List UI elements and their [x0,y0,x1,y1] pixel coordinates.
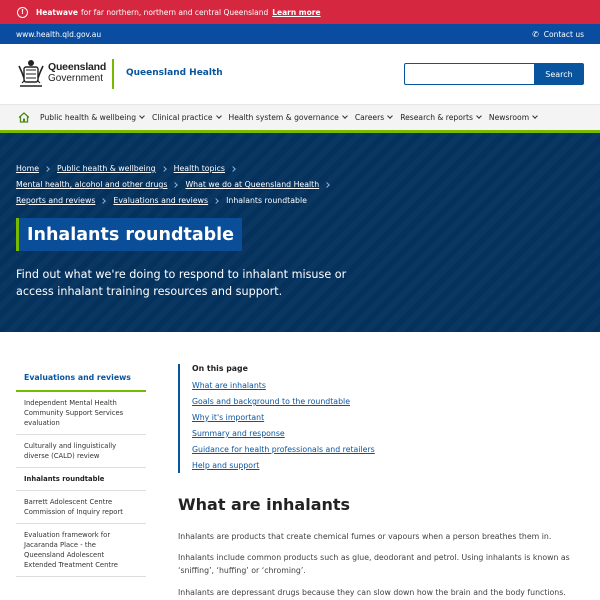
breadcrumb-link[interactable]: What we do at Queensland Health [185,180,320,189]
alert-title: Heatwave [36,7,78,17]
section-heading: What are inhalants [178,495,351,514]
chevron-down-icon [476,113,482,119]
nav-research-reports[interactable] [400,113,481,122]
paragraph: Inhalants include common products such as glue, deodorant and petrol. Using inhalants is known as ‘sniffing’, ‘huffing’ or ‘chroming’. [178,553,570,575]
phone-icon: ✆ [532,29,539,39]
breadcrumb-row [16,161,337,177]
side-nav-item[interactable]: Independent Mental Health Community Support Services evaluation [16,392,146,435]
government-wordmark [48,62,106,84]
breadcrumb-link[interactable]: Health topics [173,164,225,173]
chevron-down-icon [532,113,538,119]
side-nav-item[interactable]: Culturally and linguistically diverse (CALD) review [16,435,146,468]
nav-label: Research & reports [400,113,473,122]
side-navigation [16,363,146,577]
page-title: Inhalants roundtable [27,224,235,245]
chevron-down-icon [387,113,393,119]
chevron-down-icon [342,113,348,119]
breadcrumb-current: Inhalants roundtable [226,196,307,205]
nav-newsroom[interactable] [489,113,537,122]
chevron-down-icon [139,113,145,119]
nav-label: Public health & wellbeing [40,113,137,122]
chevron-right-icon [44,166,50,172]
breadcrumb-row [16,177,337,193]
nav-label: Careers [354,113,385,122]
breadcrumb-row [16,193,337,209]
toc-link[interactable]: Help and support [192,461,260,470]
on-this-page-title: On this page [192,364,248,373]
nav-careers[interactable] [355,113,392,122]
on-this-page [178,364,375,473]
government-line2: Government [48,73,104,84]
breadcrumb-link[interactable]: Reports and reviews [16,196,96,205]
chevron-right-icon [324,182,330,188]
breadcrumb-link[interactable]: Public health & wellbeing [57,164,156,173]
alert-learn-more-link[interactable]: Learn more [272,7,321,17]
paragraph: Inhalants are products that create chemical fumes or vapours when a person breathes them in. [178,532,552,541]
main-nav [0,104,600,130]
chevron-right-icon [101,198,107,204]
domain-link[interactable]: www.health.qld.gov.au [16,29,102,39]
breadcrumb-link[interactable]: Evaluations and reviews [113,196,209,205]
site-name-link[interactable]: Queensland Health [126,68,223,78]
chevron-right-icon [173,182,179,188]
chevron-right-icon [161,166,167,172]
search-button[interactable]: Search [534,63,584,85]
breadcrumb [16,161,337,209]
nav-label: Newsroom [488,113,530,122]
side-nav-item[interactable]: Barrett Adolescent Centre Commission of Inquiry report [16,491,146,524]
toc-link[interactable]: Guidance for health professionals and retailers [192,445,375,454]
contact-us-link[interactable] [532,30,584,39]
home-icon[interactable] [18,112,34,124]
page-intro: Find out what we're doing to respond to inhalant misuse or access inhalant training resources and support. [16,268,347,298]
paragraph: Inhalants are depressant drugs because they can slow down how the brain and the body functions. [178,588,566,597]
chevron-right-icon [213,198,219,204]
toc-link[interactable]: What are inhalants [192,381,266,390]
chevron-down-icon [216,113,222,119]
page-title-box [16,218,242,251]
side-nav-heading[interactable]: Evaluations and reviews [16,363,146,392]
alert-icon: ! [17,7,28,18]
top-bar [0,24,600,44]
toc-link[interactable]: Goals and background to the roundtable [192,397,351,406]
breadcrumb-link[interactable]: Home [16,164,40,173]
side-nav-item-current[interactable]: Inhalants roundtable [16,468,146,491]
alert-text: for far northern, northern and central Queensland [80,7,269,17]
nav-label: Health system & governance [228,113,339,122]
toc-link[interactable]: Why it's important [192,413,265,422]
nav-label: Clinical practice [152,113,213,122]
chevron-right-icon [230,166,236,172]
page-banner [0,133,600,332]
nav-public-health[interactable] [40,113,144,122]
nav-health-system[interactable] [229,113,347,122]
alert-bar [0,0,600,24]
search-input[interactable] [404,63,534,85]
nav-clinical-practice[interactable] [152,113,221,122]
toc-link[interactable]: Summary and response [192,429,285,438]
header-divider [112,59,114,89]
government-line1: Queensland [48,61,107,73]
side-nav-item[interactable]: Evaluation framework for Jacaranda Place - the Queensland Adolescent Extended Treatment Centre [16,524,146,577]
contact-us-label: Contact us [543,29,584,39]
queensland-crest-logo[interactable] [16,58,46,90]
breadcrumb-link[interactable]: Mental health, alcohol and other drugs [16,180,168,189]
